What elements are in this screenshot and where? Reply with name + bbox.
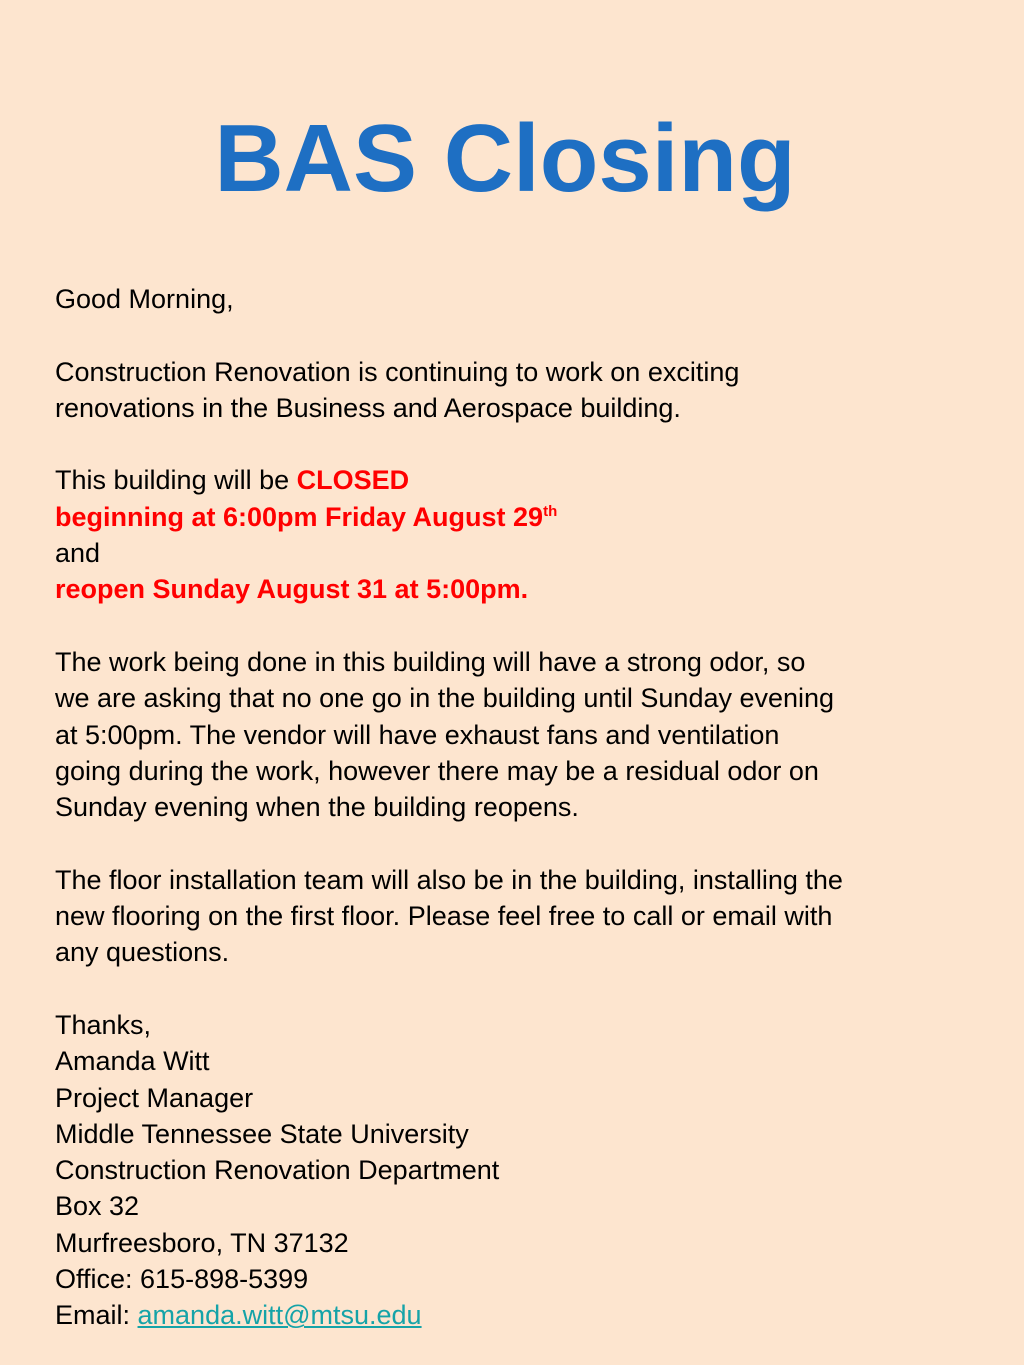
floor-paragraph xyxy=(55,862,975,971)
closure-lead-text: This building will be xyxy=(55,465,297,496)
signature-thanks: Thanks, xyxy=(55,1009,152,1040)
closure-beginning xyxy=(55,499,975,535)
floor-line: The floor installation team will also be in the building, installing the xyxy=(55,864,843,895)
intro-paragraph xyxy=(55,354,975,427)
signature-role: Project Manager xyxy=(55,1082,254,1113)
signature-name: Amanda Witt xyxy=(55,1046,210,1077)
signature-office-phone: Office: 615-898-5399 xyxy=(55,1264,309,1295)
signature-block xyxy=(55,1007,975,1334)
closure-lead-line xyxy=(55,462,975,498)
paragraph-gap xyxy=(55,426,975,462)
signature-box: Box 32 xyxy=(55,1191,140,1222)
ordinal-suffix: th xyxy=(543,502,558,520)
paragraph-gap xyxy=(55,608,975,644)
odor-line: The work being done in this building will have a strong odor, so xyxy=(55,646,806,677)
closure-beginning-text: beginning at 6:00pm Friday August 29 xyxy=(55,501,544,532)
email-link[interactable]: amanda.witt@mtsu.edu xyxy=(137,1300,422,1331)
paragraph-gap xyxy=(55,971,975,1007)
greeting: Good Morning, xyxy=(55,284,234,314)
signature-university: Middle Tennessee State University xyxy=(55,1118,469,1149)
signature-email-line xyxy=(55,1297,975,1333)
intro-line: renovations in the Business and Aerospace building. xyxy=(55,392,681,423)
intro-line: Construction Renovation is continuing to work on exciting xyxy=(55,356,740,387)
page-title: BAS Closing xyxy=(214,105,796,212)
odor-line: we are asking that no one go in the building until Sunday evening xyxy=(55,683,835,714)
paragraph-gap xyxy=(55,825,975,861)
odor-paragraph xyxy=(55,644,975,825)
paragraph-gap xyxy=(55,317,975,353)
odor-line: Sunday evening when the building reopens. xyxy=(55,792,579,823)
odor-line: going during the work, however there may be a residual odor on xyxy=(55,755,819,786)
closure-and: and xyxy=(55,538,101,569)
email-label: Email: xyxy=(55,1300,138,1331)
floor-line: any questions. xyxy=(55,937,230,968)
odor-line: at 5:00pm. The vendor will have exhaust fans and ventilation xyxy=(55,719,780,750)
signature-department: Construction Renovation Department xyxy=(55,1155,500,1186)
closure-reopen: reopen Sunday August 31 at 5:00pm. xyxy=(55,574,529,605)
closed-word: CLOSED xyxy=(296,465,410,496)
signature-city: Murfreesboro, TN 37132 xyxy=(55,1227,349,1258)
closure-notice xyxy=(55,462,975,607)
floor-line: new flooring on the first floor. Please feel free to call or email with xyxy=(55,901,833,932)
announcement-body xyxy=(55,281,975,1334)
